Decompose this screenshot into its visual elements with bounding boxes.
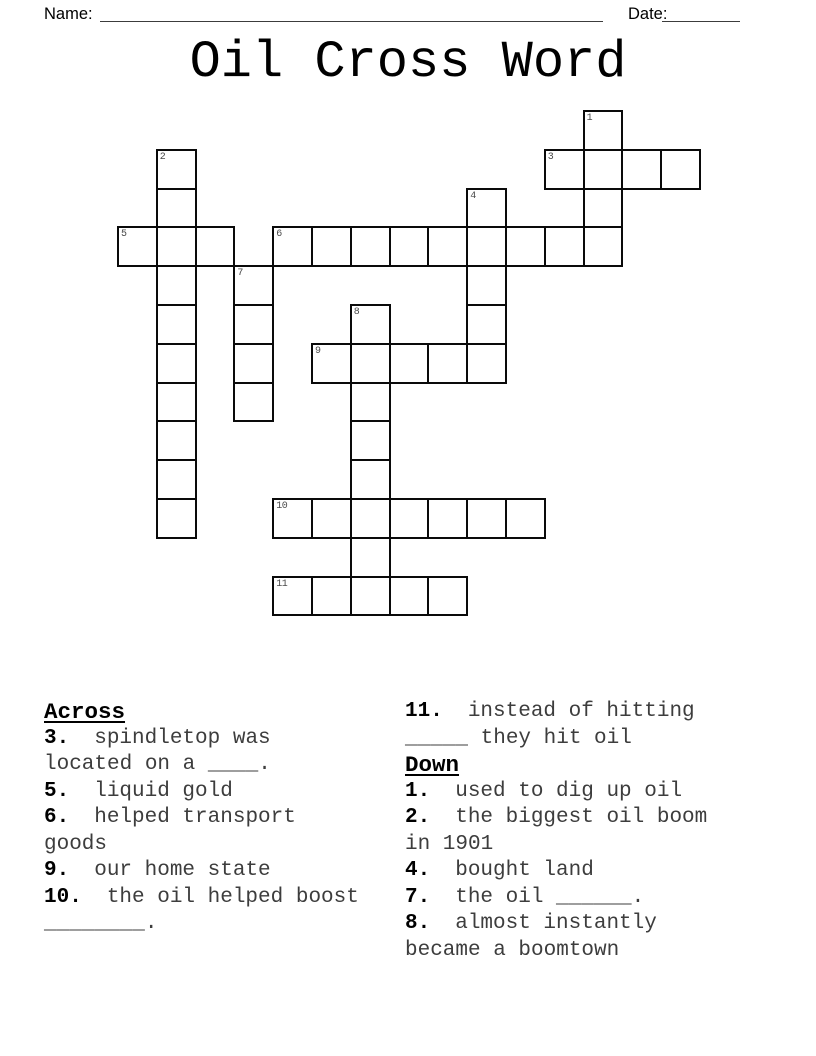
clue-text: our home state [94, 859, 271, 882]
clue-number: 7. [405, 885, 431, 909]
date-blank-line [662, 21, 740, 22]
across-heading: Across [44, 699, 126, 725]
grid-cell-r3-c0[interactable] [117, 226, 158, 267]
name-blank-line [100, 21, 603, 22]
grid-cell-r6-c1[interactable] [156, 343, 197, 384]
clues-column-left [44, 699, 366, 938]
grid-cell-r2-c9[interactable] [466, 188, 507, 229]
grid-cell-r6-c8[interactable] [427, 343, 468, 384]
clue-across-6 [44, 805, 366, 858]
clue-number: 5. [44, 779, 70, 803]
grid-cell-r12-c8[interactable] [427, 576, 468, 617]
grid-cell-r12-c5[interactable] [311, 576, 352, 617]
grid-cell-r1-c12[interactable] [583, 149, 624, 190]
clue-text: helped transport goods [44, 806, 296, 856]
grid-cell-r2-c1[interactable] [156, 188, 197, 229]
grid-cell-r10-c1[interactable] [156, 498, 197, 539]
grid-cell-r7-c3[interactable] [233, 382, 274, 423]
clue-number: 1. [405, 779, 431, 803]
grid-cell-r0-c12[interactable] [583, 110, 624, 151]
grid-cell-r3-c6[interactable] [350, 226, 391, 267]
grid-cell-r3-c12[interactable] [583, 226, 624, 267]
grid-cell-r3-c8[interactable] [427, 226, 468, 267]
grid-cell-r5-c9[interactable] [466, 304, 507, 345]
clue-text: the oil ______. [455, 885, 645, 909]
cell-number-10: 10 [276, 501, 288, 512]
cell-number-4: 4 [470, 190, 476, 202]
clue-down-2 [405, 805, 727, 858]
grid-cell-r1-c1[interactable] [156, 149, 197, 190]
grid-cell-r11-c6[interactable] [350, 537, 391, 578]
grid-cell-r4-c1[interactable] [156, 265, 197, 306]
clue-down-1 [405, 779, 727, 806]
grid-cell-r12-c6[interactable] [350, 576, 391, 617]
grid-cell-r9-c1[interactable] [156, 459, 197, 500]
grid-cell-r10-c4[interactable] [272, 498, 313, 539]
grid-cell-r9-c6[interactable] [350, 459, 391, 500]
clue-number: 10. [44, 885, 82, 909]
clue-number: 4. [405, 859, 431, 882]
across-clue-overflow [405, 699, 727, 752]
grid-cell-r5-c3[interactable] [233, 304, 274, 345]
clue-across-10 [44, 885, 366, 938]
clue-down-7 [405, 885, 727, 912]
clues-column-right [405, 699, 727, 964]
clue-across-11 [405, 699, 727, 752]
grid-cell-r10-c9[interactable] [466, 498, 507, 539]
clue-across-9 [44, 858, 366, 885]
grid-cell-r10-c8[interactable] [427, 498, 468, 539]
cell-number-11: 11 [276, 578, 288, 590]
grid-cell-r6-c5[interactable] [311, 343, 352, 384]
grid-cell-r6-c9[interactable] [466, 343, 507, 384]
grid-cell-r4-c3[interactable] [233, 265, 274, 306]
cell-number-5: 5 [121, 229, 127, 241]
grid-cell-r10-c10[interactable] [505, 498, 546, 539]
clue-across-3 [44, 726, 366, 779]
grid-cell-r1-c11[interactable] [544, 149, 585, 190]
grid-cell-r3-c5[interactable] [311, 226, 352, 267]
grid-cell-r6-c6[interactable] [350, 343, 391, 384]
page-title: Oil Cross Word [189, 33, 627, 92]
grid-cell-r10-c7[interactable] [389, 498, 430, 539]
clue-text: the biggest oil boom in 1901 [405, 806, 708, 856]
clue-text: spindletop was located on a ____. [44, 726, 271, 776]
grid-cell-r5-c6[interactable] [350, 304, 391, 345]
clue-number: 8. [405, 912, 431, 935]
grid-cell-r2-c12[interactable] [583, 188, 624, 229]
grid-cell-r8-c1[interactable] [156, 420, 197, 461]
clue-number: 3. [44, 726, 70, 750]
cell-number-1: 1 [586, 113, 593, 124]
grid-cell-r3-c11[interactable] [544, 226, 585, 267]
clue-down-4 [405, 858, 727, 885]
grid-cell-r3-c1[interactable] [156, 226, 197, 267]
grid-cell-r7-c6[interactable] [350, 382, 391, 423]
across-clue-list [44, 726, 366, 938]
grid-cell-r3-c9[interactable] [466, 226, 507, 267]
clue-text: instead of hitting _____ they hit oil [405, 700, 695, 750]
clue-down-8 [405, 911, 727, 964]
name-label: Name: [44, 5, 93, 23]
grid-cell-r1-c13[interactable] [621, 149, 662, 190]
clue-text: bought land [455, 859, 594, 882]
clue-across-5 [44, 779, 366, 806]
cell-number-6: 6 [276, 229, 282, 241]
clue-number: 9. [44, 859, 70, 882]
cell-number-3: 3 [547, 151, 554, 163]
clue-text: used to dig up oil [455, 779, 683, 803]
grid-cell-r10-c6[interactable] [350, 498, 391, 539]
grid-cell-r12-c4[interactable] [272, 576, 313, 617]
clue-number: 6. [44, 806, 70, 829]
grid-cell-r12-c7[interactable] [389, 576, 430, 617]
cell-number-7: 7 [237, 268, 243, 280]
grid-cell-r3-c10[interactable] [505, 226, 546, 267]
clue-text: the oil helped boost ________. [44, 885, 359, 935]
clue-number: 2. [405, 806, 431, 829]
clue-text: liquid gold [94, 779, 233, 803]
grid-cell-r10-c5[interactable] [311, 498, 352, 539]
grid-cell-r8-c6[interactable] [350, 420, 391, 461]
down-heading: Down [405, 752, 460, 778]
grid-cell-r6-c7[interactable] [389, 343, 430, 384]
date-label: Date: [628, 5, 668, 23]
grid-cell-r3-c2[interactable] [195, 226, 236, 267]
cell-number-8: 8 [353, 307, 360, 318]
down-clue-list [405, 779, 727, 965]
clue-text: almost instantly became a boomtown [405, 912, 657, 962]
cell-number-2: 2 [159, 151, 166, 163]
grid-cell-r1-c14[interactable] [660, 149, 701, 190]
grid-cell-r4-c9[interactable] [466, 265, 507, 306]
grid-cell-r6-c3[interactable] [233, 343, 274, 384]
grid-cell-r3-c4[interactable] [272, 226, 313, 267]
grid-cell-r7-c1[interactable] [156, 382, 197, 423]
grid-cell-r5-c1[interactable] [156, 304, 197, 345]
grid-cell-r3-c7[interactable] [389, 226, 430, 267]
clue-number: 11. [405, 700, 443, 723]
cell-number-9: 9 [315, 345, 321, 357]
